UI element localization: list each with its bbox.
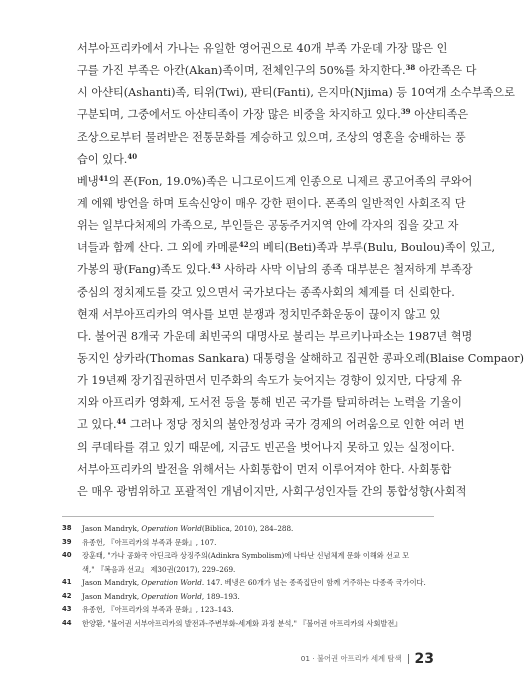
footnote xyxy=(62,617,434,631)
text-line: 중심의 정치제도를 갖고 있으면서 국가보다는 종족사회의 체계를 더 신뢰한다. xyxy=(77,285,455,299)
page-footer xyxy=(301,650,434,668)
footnote-text: 유종헌, 『아프리카의 부족과 문화』, 123–143. xyxy=(82,605,234,615)
text-line: 구를 가진 부족은 아칸(Akan)족이며, 전체인구의 50%를 차지한다.$^{38}$ 아칸족은 다 xyxy=(77,63,477,78)
text-line: 고 있다.$^{44}$ 그러나 정당 정치의 불안정성과 국가 경제의 어려움으로 인한 여러 번 xyxy=(77,417,465,432)
footer-separator xyxy=(408,654,409,664)
text-line: 지와 아프리카 영화제, 도서전 등을 통해 빈곤 국가를 탈피하려는 노력을 기울이 xyxy=(77,396,462,410)
footnote-text: 색," 『복음과 선교』 제30권(2017), 229–269. xyxy=(82,564,236,574)
book-title: Operation World xyxy=(141,524,202,533)
paragraph xyxy=(62,171,496,304)
footnote-ref: 40 xyxy=(127,151,138,161)
text-line: 계 에웨 방언을 하며 토속신앙이 매우 강한 편이다. 폰족의 일반적인 사회조직 단 xyxy=(77,196,466,210)
footnote-ref: 39 xyxy=(400,107,411,117)
text-line: 시 아샨티(Ashanti)족, 티위(Twi), 판티(Fanti), 은지마(Njima) 등 10여개 소수부족으로 xyxy=(77,86,515,100)
footnote-ref: 42 xyxy=(238,240,249,250)
body-text xyxy=(62,38,524,503)
book-title: Operation World xyxy=(141,578,202,588)
footnote-text: Jason Mandryk, Operation World(Biblica, 2010), 284–288. xyxy=(82,524,294,533)
paragraph xyxy=(62,459,467,503)
footnote xyxy=(62,563,434,577)
footnotes xyxy=(62,522,434,630)
text-line: 구분되며, 그중에서도 아샨티족이 가장 많은 비중을 차지하고 있다.$^{39}$ 아샨티족은 xyxy=(77,107,469,122)
book-title: Operation World xyxy=(141,591,202,601)
footnote-number: 41 xyxy=(62,578,72,587)
footnote-number: 43 xyxy=(62,605,72,614)
footnote-divider xyxy=(62,516,434,517)
text-line: 다. 불어권 8개국 가운데 최빈국의 대명사로 불리는 부르키나파소는 1987년 혁명 xyxy=(77,329,473,343)
footnote xyxy=(62,549,434,563)
footnote-number: 42 xyxy=(62,591,72,600)
footnote-text: Jason Mandryk, Operation World. 147. 베냉은 60개가 넘는 종족집단이 함께 거주하는 다종족 국가이다. xyxy=(82,578,426,588)
footnote-number: 38 xyxy=(62,524,72,532)
text-line: 녀들과 함께 산다. 그 외에 카메룬$^{42}$의 베티(Beti)족과 부루(Bulu, Boulou)족이 있고, xyxy=(77,240,496,255)
footnote-number: 39 xyxy=(62,537,72,546)
footnote-text: 장훈태, "가나 공화국 아딘크라 상징주의(Adinkra Symbolism)에 나타난 신념체계 문화 이해와 선교 모 xyxy=(82,551,410,561)
paragraph xyxy=(62,304,524,459)
text-line: 위는 일부다처제의 가족으로, 부인들은 공동주거지역 안에 각자의 집을 갖고 자 xyxy=(77,219,459,233)
footnote-number xyxy=(62,563,82,577)
page-number: 23 xyxy=(414,651,434,667)
text-line: 가봉의 팡(Fang)족도 있다.$^{43}$ 사하라 사막 이남의 종족 대부분은 철저하게 부족장 xyxy=(77,262,473,277)
footnote-number: 44 xyxy=(62,618,72,627)
text-line: 의 쿠데타를 겪고 있기 때문에, 지금도 빈곤을 벗어나지 못하고 있는 실정이다. xyxy=(77,440,455,454)
paragraph xyxy=(62,38,515,171)
text-line: 동지인 상카라(Thomas Sankara) 대통령을 살해하고 집권한 콩파오레(Blaise Compaor) xyxy=(77,351,524,365)
text-line: 베냉$^{41}$의 폰(Fon, 19.0%)족은 니그로이드계 인종으로 니제르 콩고어족의 쿠와어 xyxy=(77,174,473,188)
running-title: 01 · 불어권 아프리카 세계 탐색 xyxy=(300,654,402,663)
footnote xyxy=(62,590,434,604)
footnote xyxy=(62,576,434,590)
text-line: 조상으로부터 물려받은 전통문화를 계승하고 있으며, 조상의 영혼을 숭배하는 풍 xyxy=(77,130,466,144)
text-line: 현재 서부아프리카의 역사를 보면 분쟁과 정치민주화운동이 끊이지 않고 있 xyxy=(77,307,441,321)
footnote-text: 한양환, "불어권 서부아프리카의 발전과-주변부화-세계화 과정 분석," 『불어권 아프리카의 사회발전』 xyxy=(82,618,402,628)
text-line: 습이 있다.$^{40}$ xyxy=(77,151,138,166)
footnote xyxy=(62,603,434,617)
text-line: 서부아프리카의 발전을 위해서는 사회통합이 먼저 이루어져야 한다. 사회통합 xyxy=(77,462,452,476)
footnote-ref: 43 xyxy=(210,262,221,272)
footnote-ref: 38 xyxy=(405,63,416,73)
footnote-number: 40 xyxy=(62,551,72,560)
footnote xyxy=(62,536,434,550)
footnote-text: 유종헌, 『아프리카의 부족과 문화』, 107. xyxy=(82,537,217,547)
text-line: 은 매우 광범위하고 포괄적인 개념이지만, 사회구성인자들 간의 통합성향(사회적 xyxy=(77,484,467,498)
footnote-ref: 41 xyxy=(98,174,109,183)
footnote-text: Jason Mandryk, Operation World, 189–193. xyxy=(82,591,240,601)
footnote-ref: 44 xyxy=(116,417,127,427)
footnote xyxy=(62,522,434,536)
text-line: 가 19년째 장기집권하면서 민주화의 속도가 늦어지는 경향이 있지만, 다당제 유 xyxy=(77,374,462,388)
text-line: 서부아프리카에서 가나는 유일한 영어권으로 40개 부족 가운데 가장 많은 인 xyxy=(77,42,448,55)
